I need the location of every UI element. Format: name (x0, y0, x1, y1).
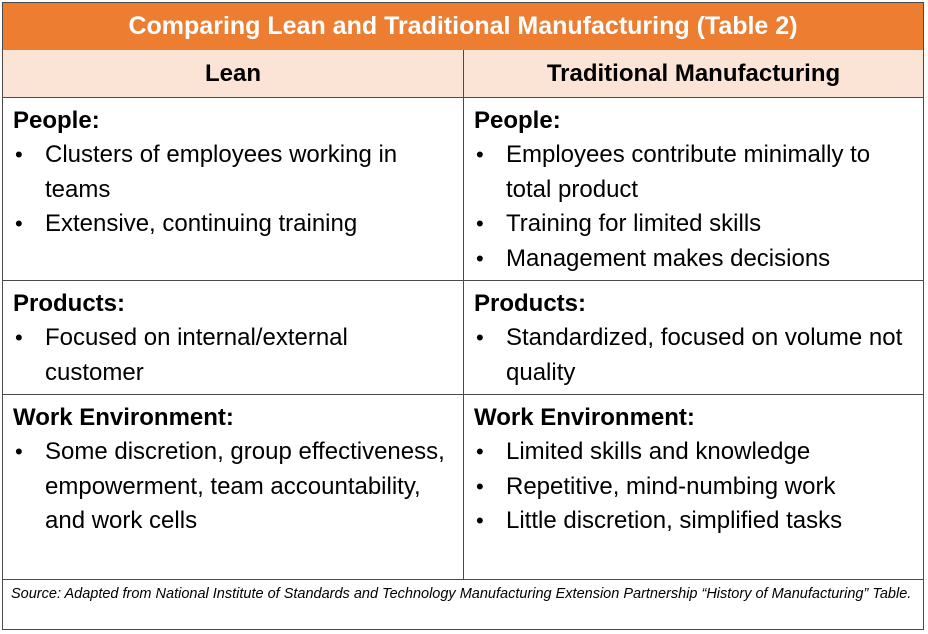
list-item: • Employees contribute minimally to total product (474, 138, 913, 207)
section-title: Products: (474, 290, 587, 317)
comparison-table-frame (2, 2, 924, 630)
bullet-list (474, 435, 913, 539)
bullet-list (474, 321, 913, 390)
section-title: People: (474, 107, 561, 134)
list-item: • Focused on internal/external customer (13, 321, 453, 390)
lean-work-cell (3, 395, 464, 579)
list-item: • Training for limited skills (474, 207, 913, 242)
traditional-people-cell (464, 98, 923, 280)
traditional-work-cell (464, 395, 923, 579)
bullet-list (13, 138, 453, 242)
section-title: Products: (13, 290, 126, 317)
list-item: • Little discretion, simplified tasks (474, 504, 913, 539)
source-note: Source: Adapted from National Institute of Standards and Technology Manufacturing Extension Partnership “History of Manufacturing” Table. (11, 586, 912, 602)
header-lean: Lean (3, 50, 464, 97)
bullet-list (13, 435, 453, 539)
lean-people-cell (3, 98, 464, 280)
list-item: • Extensive, continuing training (13, 207, 453, 242)
bullet-list (474, 138, 913, 276)
list-item: • Clusters of employees working in teams (13, 138, 453, 207)
list-item: • Some discretion, group effectiveness, empowerment, team accountability, and work cells (13, 435, 453, 539)
comparison-table (3, 50, 923, 580)
lean-products-cell (3, 281, 464, 394)
header-row (3, 50, 923, 98)
list-item: • Management makes decisions (474, 242, 913, 277)
table-row-products (3, 281, 923, 395)
table-row-people (3, 98, 923, 281)
bullet-list (13, 321, 453, 390)
list-item: • Limited skills and knowledge (474, 435, 913, 470)
header-traditional: Traditional Manufacturing (546, 59, 841, 87)
section-title: Work Environment: (474, 404, 695, 431)
traditional-products-cell (464, 281, 923, 394)
list-item: • Standardized, focused on volume not quality (474, 321, 913, 390)
section-title: Work Environment: (13, 404, 234, 431)
section-title: People: (13, 107, 100, 134)
table-title: Comparing Lean and Traditional Manufacturing (Table 2) (3, 3, 923, 51)
list-item: • Repetitive, mind-numbing work (474, 470, 913, 505)
table-row-work-environment (3, 395, 923, 580)
